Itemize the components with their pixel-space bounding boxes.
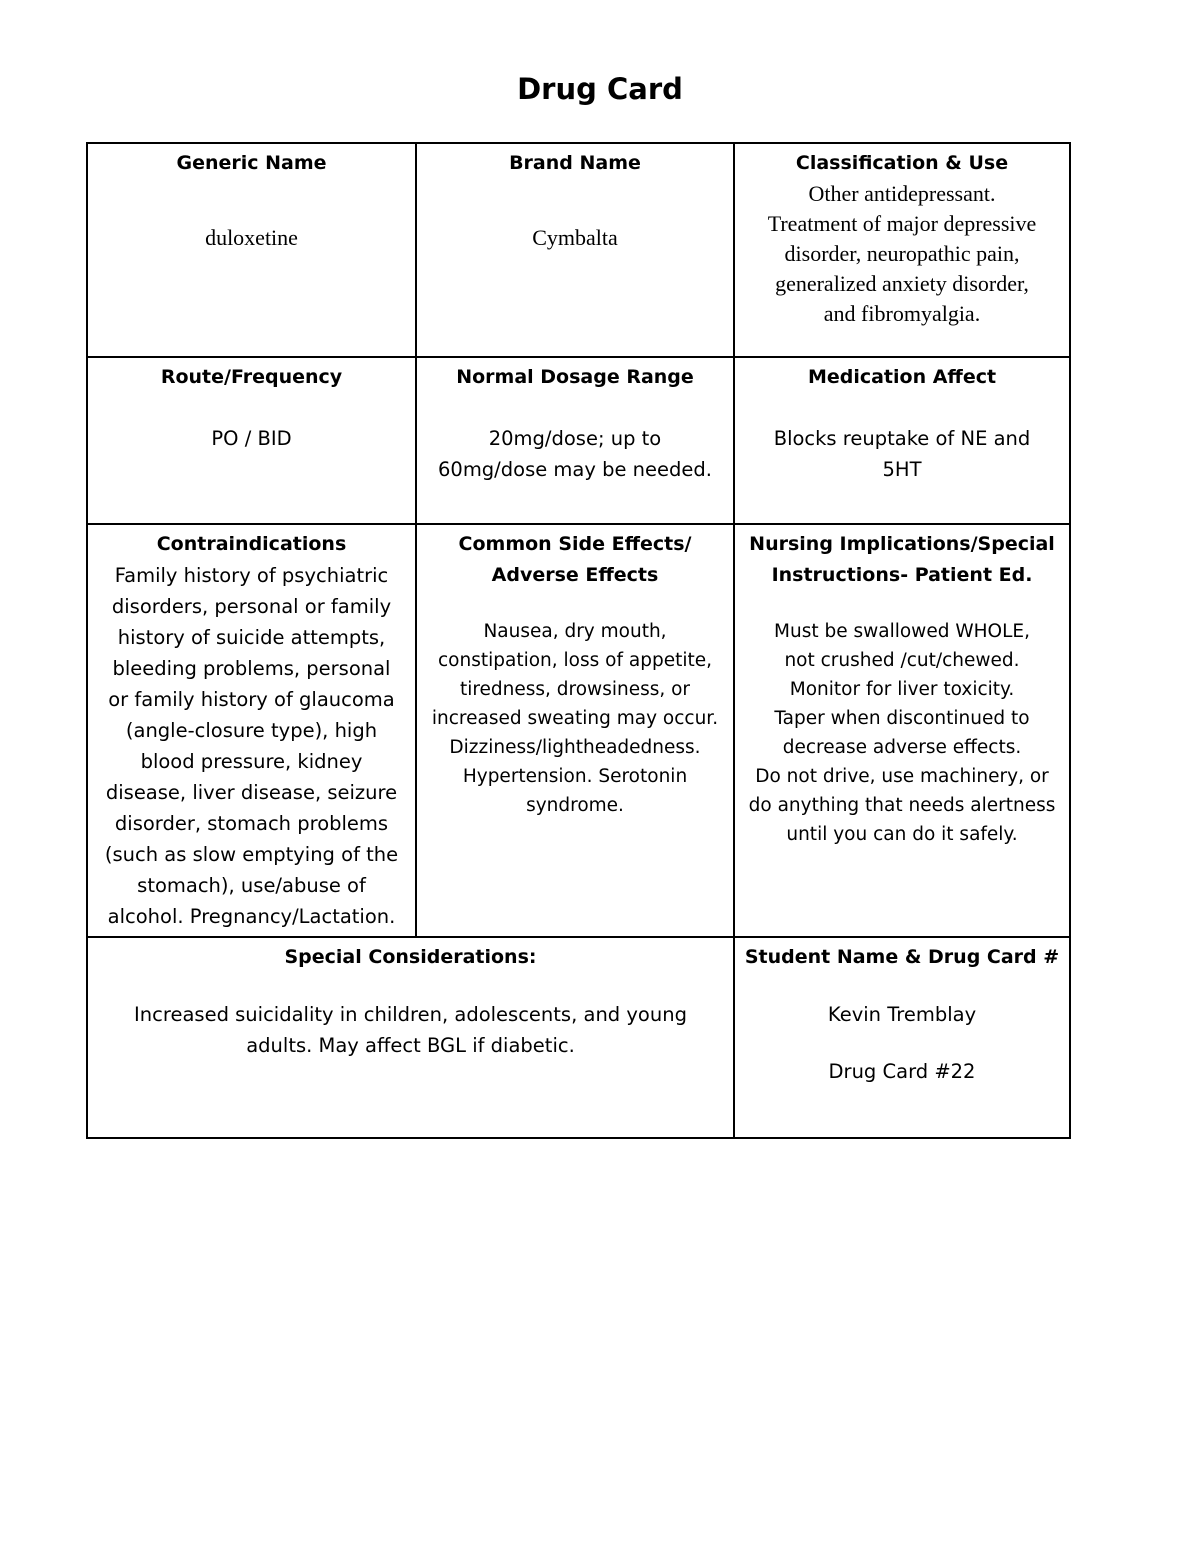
classification-line: and fibromyalgia. (823, 301, 981, 326)
classification-line: generalized anxiety disorder, (775, 271, 1029, 296)
contraindication-line: history of suicide attempts, (117, 626, 386, 649)
contraindication-line: stomach), use/abuse of (137, 874, 366, 897)
nursing-line: decrease adverse effects. (782, 737, 1022, 758)
classification-line: Treatment of major depressive (767, 211, 1037, 236)
side-effects-header: Adverse Effects (491, 564, 659, 586)
contraindications-cell (87, 524, 416, 937)
contraindication-line: (such as slow emptying of the (104, 843, 399, 866)
nursing-line: not crushed /cut/chewed. (784, 650, 1020, 671)
route-header: Route/Frequency (160, 366, 343, 388)
side-effect-line: syndrome. (526, 795, 624, 816)
side-effects-header: Common Side Effects/ (458, 533, 692, 555)
contraindications-header: Contraindications (156, 533, 347, 555)
side-effect-line: Nausea, dry mouth, (483, 621, 667, 642)
nursing-cell (734, 524, 1070, 937)
contraindication-line: bleeding problems, personal (112, 657, 391, 680)
nursing-header: Instructions- Patient Ed. (771, 564, 1033, 586)
contraindication-line: disorder, stomach problems (114, 812, 389, 835)
contraindication-line: or family history of glaucoma (108, 688, 395, 711)
generic-name-cell (87, 143, 416, 357)
nursing-line: do anything that needs alertness (748, 795, 1056, 816)
effect-header: Medication Affect (807, 366, 997, 388)
special-considerations-header: Special Considerations: (284, 946, 537, 968)
generic-name-header: Generic Name (176, 152, 327, 174)
contraindication-line: disorders, personal or family (111, 595, 392, 618)
row-3 (87, 524, 1070, 937)
student-header: Student Name & Drug Card # (744, 946, 1060, 968)
brand-name-cell (416, 143, 734, 357)
dosage-line: 60mg/dose may be needed. (438, 458, 712, 481)
dosage-cell (416, 357, 734, 524)
row-1 (87, 143, 1070, 357)
side-effect-line: Hypertension. Serotonin (462, 766, 688, 787)
nursing-line: Do not drive, use machinery, or (755, 766, 1049, 787)
special-considerations-cell (87, 937, 734, 1138)
classification-header: Classification & Use (795, 152, 1009, 174)
route-value: PO / BID (211, 427, 292, 450)
dosage-line: 20mg/dose; up to (488, 427, 662, 450)
contraindication-line: (angle-closure type), high (125, 719, 378, 742)
row-4 (87, 937, 1070, 1138)
brand-name-value: Cymbalta (532, 225, 618, 250)
nursing-line: Taper when discontinued to (774, 708, 1030, 729)
brand-name-header: Brand Name (509, 152, 641, 174)
classification-line: Other antidepressant. (808, 181, 996, 206)
nursing-line: Monitor for liver toxicity. (789, 679, 1015, 700)
side-effect-line: Dizziness/lightheadedness. (449, 737, 701, 758)
contraindication-line: Family history of psychiatric (114, 564, 389, 587)
student-cell (734, 937, 1070, 1138)
contraindication-line: alcohol. Pregnancy/Lactation. (107, 905, 396, 928)
drug-card-number: Drug Card #22 (828, 1060, 976, 1083)
contraindication-line: disease, liver disease, seizure (105, 781, 398, 804)
row-2 (87, 357, 1070, 524)
special-consideration-line: Increased suicidality in children, adolescents, and young (134, 1003, 687, 1026)
classification-cell (734, 143, 1070, 357)
side-effect-line: constipation, loss of appetite, (438, 650, 712, 671)
drug-card-table (86, 142, 1071, 1139)
special-consideration-line: adults. May affect BGL if diabetic. (246, 1034, 575, 1057)
page-title: Drug Card (517, 72, 683, 106)
dosage-header: Normal Dosage Range (456, 366, 694, 388)
side-effect-line: tiredness, drowsiness, or (459, 679, 691, 700)
nursing-header: Nursing Implications/Special (749, 533, 1055, 555)
side-effects-cell (416, 524, 734, 937)
effect-line: 5HT (882, 458, 922, 481)
effect-cell (734, 357, 1070, 524)
classification-line: disorder, neuropathic pain, (784, 241, 1020, 266)
route-cell (87, 357, 416, 524)
generic-name-value: duloxetine (205, 225, 298, 250)
contraindication-line: blood pressure, kidney (140, 750, 363, 773)
student-name: Kevin Tremblay (827, 1003, 977, 1026)
effect-line: Blocks reuptake of NE and (773, 427, 1031, 450)
nursing-line: until you can do it safely. (786, 824, 1018, 845)
nursing-line: Must be swallowed WHOLE, (774, 621, 1030, 642)
side-effect-line: increased sweating may occur. (431, 708, 719, 729)
